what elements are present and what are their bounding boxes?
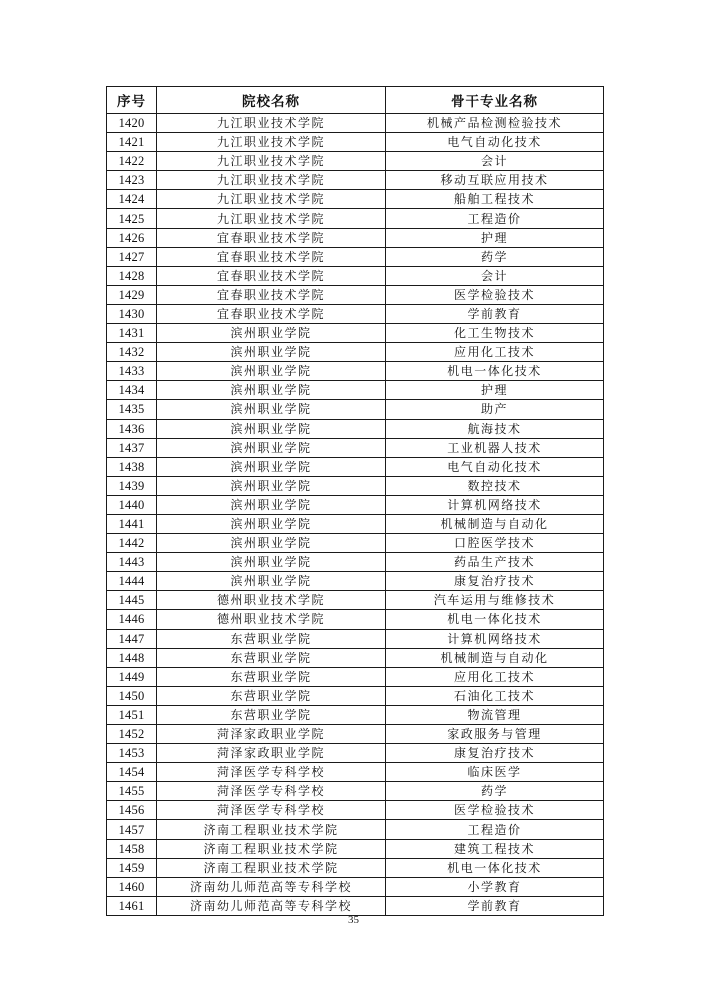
cell-major-name: 化工生物技术 <box>386 324 604 343</box>
cell-serial-number: 1432 <box>107 343 157 362</box>
table-row <box>107 324 604 343</box>
cell-school-name: 菏泽家政职业学院 <box>157 744 386 763</box>
cell-major-name: 建筑工程技术 <box>386 839 604 858</box>
cell-major-name: 康复治疗技术 <box>386 572 604 591</box>
table-row <box>107 152 604 171</box>
cell-major-name: 临床医学 <box>386 763 604 782</box>
cell-serial-number: 1445 <box>107 591 157 610</box>
table-row <box>107 190 604 209</box>
cell-school-name: 滨州职业学院 <box>157 438 386 457</box>
table-row <box>107 457 604 476</box>
cell-serial-number: 1435 <box>107 400 157 419</box>
cell-major-name: 助产 <box>386 400 604 419</box>
cell-serial-number: 1451 <box>107 705 157 724</box>
cell-major-name: 数控技术 <box>386 476 604 495</box>
table-row <box>107 744 604 763</box>
cell-major-name: 学前教育 <box>386 304 604 323</box>
table-row <box>107 553 604 572</box>
cell-serial-number: 1450 <box>107 686 157 705</box>
table-row <box>107 495 604 514</box>
cell-school-name: 滨州职业学院 <box>157 476 386 495</box>
cell-serial-number: 1446 <box>107 610 157 629</box>
cell-major-name: 物流管理 <box>386 705 604 724</box>
cell-major-name: 计算机网络技术 <box>386 495 604 514</box>
cell-serial-number: 1444 <box>107 572 157 591</box>
cell-school-name: 东营职业学院 <box>157 629 386 648</box>
header-school-name: 院校名称 <box>157 87 386 114</box>
table-row <box>107 877 604 896</box>
cell-school-name: 济南工程职业技术学院 <box>157 839 386 858</box>
cell-school-name: 东营职业学院 <box>157 705 386 724</box>
cell-major-name: 口腔医学技术 <box>386 534 604 553</box>
cell-major-name: 工业机器人技术 <box>386 438 604 457</box>
cell-serial-number: 1455 <box>107 782 157 801</box>
cell-school-name: 菏泽医学专科学校 <box>157 763 386 782</box>
cell-major-name: 应用化工技术 <box>386 343 604 362</box>
table-row <box>107 667 604 686</box>
cell-school-name: 滨州职业学院 <box>157 553 386 572</box>
table-row <box>107 209 604 228</box>
cell-school-name: 滨州职业学院 <box>157 514 386 533</box>
cell-major-name: 康复治疗技术 <box>386 744 604 763</box>
cell-serial-number: 1441 <box>107 514 157 533</box>
cell-serial-number: 1426 <box>107 228 157 247</box>
cell-major-name: 医学检验技术 <box>386 285 604 304</box>
cell-serial-number: 1437 <box>107 438 157 457</box>
cell-major-name: 护理 <box>386 381 604 400</box>
cell-school-name: 德州职业技术学院 <box>157 610 386 629</box>
cell-major-name: 学前教育 <box>386 896 604 915</box>
cell-major-name: 机电一体化技术 <box>386 610 604 629</box>
table-row <box>107 725 604 744</box>
table-row <box>107 171 604 190</box>
table-row <box>107 381 604 400</box>
cell-school-name: 九江职业技术学院 <box>157 171 386 190</box>
table-header-row <box>107 87 604 114</box>
cell-school-name: 宜春职业技术学院 <box>157 285 386 304</box>
cell-school-name: 宜春职业技术学院 <box>157 304 386 323</box>
cell-school-name: 滨州职业学院 <box>157 572 386 591</box>
cell-serial-number: 1422 <box>107 152 157 171</box>
cell-school-name: 滨州职业学院 <box>157 324 386 343</box>
table-row <box>107 419 604 438</box>
cell-major-name: 药学 <box>386 247 604 266</box>
table-row <box>107 648 604 667</box>
cell-major-name: 电气自动化技术 <box>386 457 604 476</box>
table-row <box>107 304 604 323</box>
table-row <box>107 266 604 285</box>
cell-serial-number: 1448 <box>107 648 157 667</box>
table-row <box>107 514 604 533</box>
table-row <box>107 591 604 610</box>
cell-school-name: 九江职业技术学院 <box>157 114 386 133</box>
cell-serial-number: 1454 <box>107 763 157 782</box>
table-row <box>107 228 604 247</box>
cell-serial-number: 1443 <box>107 553 157 572</box>
table-row <box>107 476 604 495</box>
cell-serial-number: 1420 <box>107 114 157 133</box>
cell-major-name: 船舶工程技术 <box>386 190 604 209</box>
cell-major-name: 药品生产技术 <box>386 553 604 572</box>
table-row <box>107 686 604 705</box>
cell-serial-number: 1427 <box>107 247 157 266</box>
cell-serial-number: 1440 <box>107 495 157 514</box>
cell-school-name: 滨州职业学院 <box>157 400 386 419</box>
cell-serial-number: 1425 <box>107 209 157 228</box>
cell-major-name: 汽车运用与维修技术 <box>386 591 604 610</box>
cell-serial-number: 1434 <box>107 381 157 400</box>
cell-school-name: 济南幼儿师范高等专科学校 <box>157 877 386 896</box>
table-row <box>107 610 604 629</box>
cell-school-name: 滨州职业学院 <box>157 381 386 400</box>
cell-serial-number: 1433 <box>107 362 157 381</box>
cell-serial-number: 1423 <box>107 171 157 190</box>
cell-major-name: 应用化工技术 <box>386 667 604 686</box>
cell-serial-number: 1449 <box>107 667 157 686</box>
cell-school-name: 东营职业学院 <box>157 648 386 667</box>
cell-major-name: 机电一体化技术 <box>386 362 604 381</box>
cell-school-name: 九江职业技术学院 <box>157 152 386 171</box>
cell-school-name: 九江职业技术学院 <box>157 133 386 152</box>
cell-major-name: 小学教育 <box>386 877 604 896</box>
table-row <box>107 820 604 839</box>
table-row <box>107 285 604 304</box>
cell-serial-number: 1458 <box>107 839 157 858</box>
cell-serial-number: 1459 <box>107 858 157 877</box>
cell-serial-number: 1439 <box>107 476 157 495</box>
table-row <box>107 247 604 266</box>
cell-school-name: 宜春职业技术学院 <box>157 228 386 247</box>
cell-school-name: 滨州职业学院 <box>157 457 386 476</box>
table-row <box>107 705 604 724</box>
table-row <box>107 534 604 553</box>
cell-major-name: 会计 <box>386 152 604 171</box>
cell-serial-number: 1424 <box>107 190 157 209</box>
table-row <box>107 362 604 381</box>
cell-major-name: 工程造价 <box>386 209 604 228</box>
cell-school-name: 济南工程职业技术学院 <box>157 858 386 877</box>
cell-serial-number: 1460 <box>107 877 157 896</box>
cell-major-name: 机械制造与自动化 <box>386 648 604 667</box>
cell-serial-number: 1457 <box>107 820 157 839</box>
cell-school-name: 济南幼儿师范高等专科学校 <box>157 896 386 915</box>
table-row <box>107 858 604 877</box>
cell-major-name: 移动互联应用技术 <box>386 171 604 190</box>
table-row <box>107 400 604 419</box>
cell-school-name: 菏泽医学专科学校 <box>157 801 386 820</box>
cell-school-name: 宜春职业技术学院 <box>157 247 386 266</box>
table-row <box>107 839 604 858</box>
cell-serial-number: 1421 <box>107 133 157 152</box>
cell-major-name: 医学检验技术 <box>386 801 604 820</box>
table-row <box>107 896 604 915</box>
cell-major-name: 护理 <box>386 228 604 247</box>
cell-serial-number: 1461 <box>107 896 157 915</box>
cell-serial-number: 1428 <box>107 266 157 285</box>
cell-school-name: 滨州职业学院 <box>157 495 386 514</box>
table-row <box>107 343 604 362</box>
table-row <box>107 438 604 457</box>
cell-school-name: 滨州职业学院 <box>157 362 386 381</box>
cell-major-name: 家政服务与管理 <box>386 725 604 744</box>
cell-school-name: 滨州职业学院 <box>157 343 386 362</box>
cell-serial-number: 1456 <box>107 801 157 820</box>
cell-major-name: 航海技术 <box>386 419 604 438</box>
cell-major-name: 药学 <box>386 782 604 801</box>
cell-major-name: 会计 <box>386 266 604 285</box>
table-row <box>107 629 604 648</box>
cell-serial-number: 1442 <box>107 534 157 553</box>
cell-major-name: 机电一体化技术 <box>386 858 604 877</box>
cell-school-name: 东营职业学院 <box>157 667 386 686</box>
cell-serial-number: 1447 <box>107 629 157 648</box>
cell-serial-number: 1452 <box>107 725 157 744</box>
cell-major-name: 机械产品检测检验技术 <box>386 114 604 133</box>
table-row <box>107 133 604 152</box>
cell-serial-number: 1436 <box>107 419 157 438</box>
header-serial-number: 序号 <box>107 87 157 114</box>
cell-serial-number: 1430 <box>107 304 157 323</box>
cell-major-name: 电气自动化技术 <box>386 133 604 152</box>
cell-major-name: 工程造价 <box>386 820 604 839</box>
cell-major-name: 石油化工技术 <box>386 686 604 705</box>
cell-school-name: 宜春职业技术学院 <box>157 266 386 285</box>
cell-school-name: 菏泽医学专科学校 <box>157 782 386 801</box>
cell-school-name: 滨州职业学院 <box>157 534 386 553</box>
table-row <box>107 782 604 801</box>
header-major-name: 骨干专业名称 <box>386 87 604 114</box>
key-majors-table <box>106 86 604 916</box>
table-row <box>107 572 604 591</box>
cell-major-name: 计算机网络技术 <box>386 629 604 648</box>
cell-serial-number: 1438 <box>107 457 157 476</box>
cell-school-name: 东营职业学院 <box>157 686 386 705</box>
cell-serial-number: 1429 <box>107 285 157 304</box>
cell-serial-number: 1431 <box>107 324 157 343</box>
table-body <box>107 114 604 916</box>
cell-school-name: 菏泽家政职业学院 <box>157 725 386 744</box>
cell-major-name: 机械制造与自动化 <box>386 514 604 533</box>
cell-school-name: 滨州职业学院 <box>157 419 386 438</box>
table-row <box>107 763 604 782</box>
cell-school-name: 济南工程职业技术学院 <box>157 820 386 839</box>
cell-school-name: 九江职业技术学院 <box>157 209 386 228</box>
table-row <box>107 114 604 133</box>
cell-school-name: 德州职业技术学院 <box>157 591 386 610</box>
table-row <box>107 801 604 820</box>
cell-school-name: 九江职业技术学院 <box>157 190 386 209</box>
cell-serial-number: 1453 <box>107 744 157 763</box>
page-number: 35 <box>348 914 359 926</box>
